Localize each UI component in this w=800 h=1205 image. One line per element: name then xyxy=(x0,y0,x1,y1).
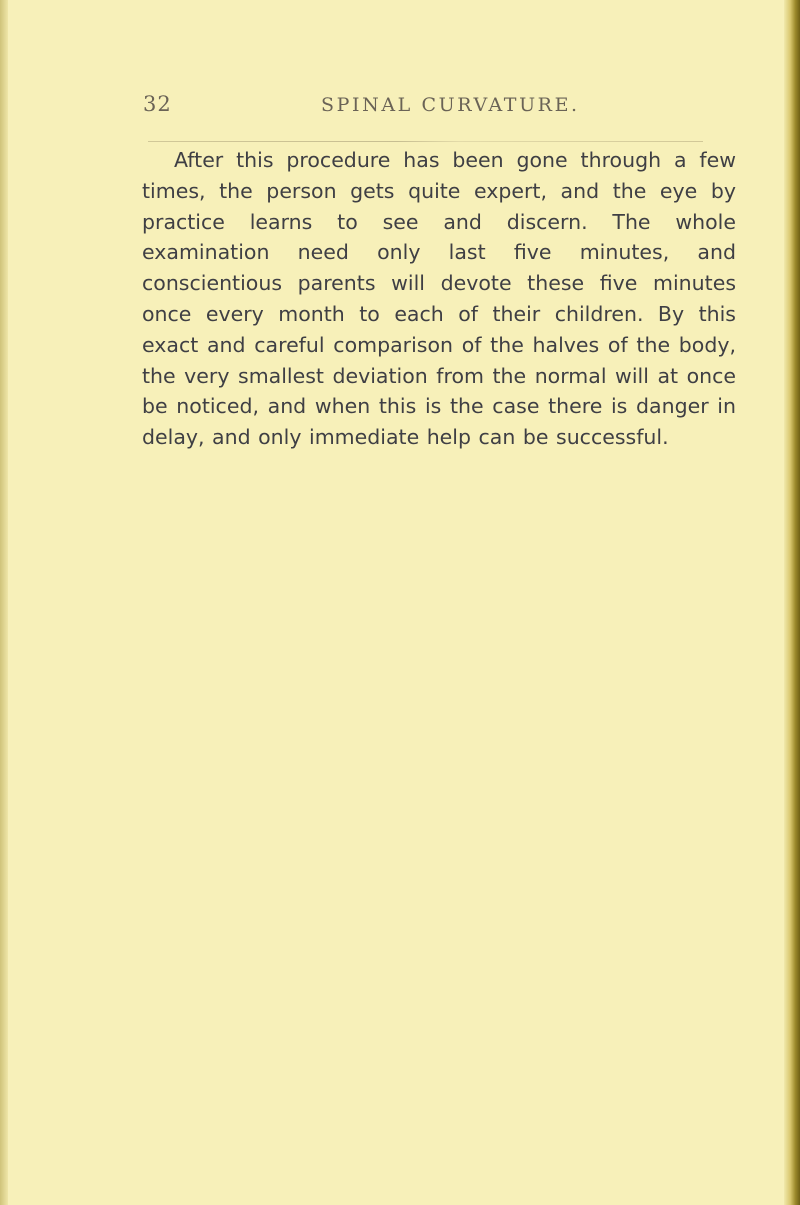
page-left-edge xyxy=(0,0,8,1205)
body-paragraph: After this procedure has been gone through a few times, the person gets quite expert, and the eye by practice learns to see and discern. The whole examination need only last five minutes, and conscientious parents will devote these five minutes once every month to each of their children. By this exact and careful comparison of the halves of the body, the very smallest deviation from the normal will at once be noticed, and when this is the case there is danger in delay, and only immediate help can be successful. xyxy=(142,148,736,450)
page-number: 32 xyxy=(143,92,172,116)
running-title: SPINAL CURVATURE. xyxy=(321,94,580,116)
page-right-edge xyxy=(784,0,800,1205)
page-header xyxy=(143,92,703,124)
header-rule xyxy=(148,141,703,142)
